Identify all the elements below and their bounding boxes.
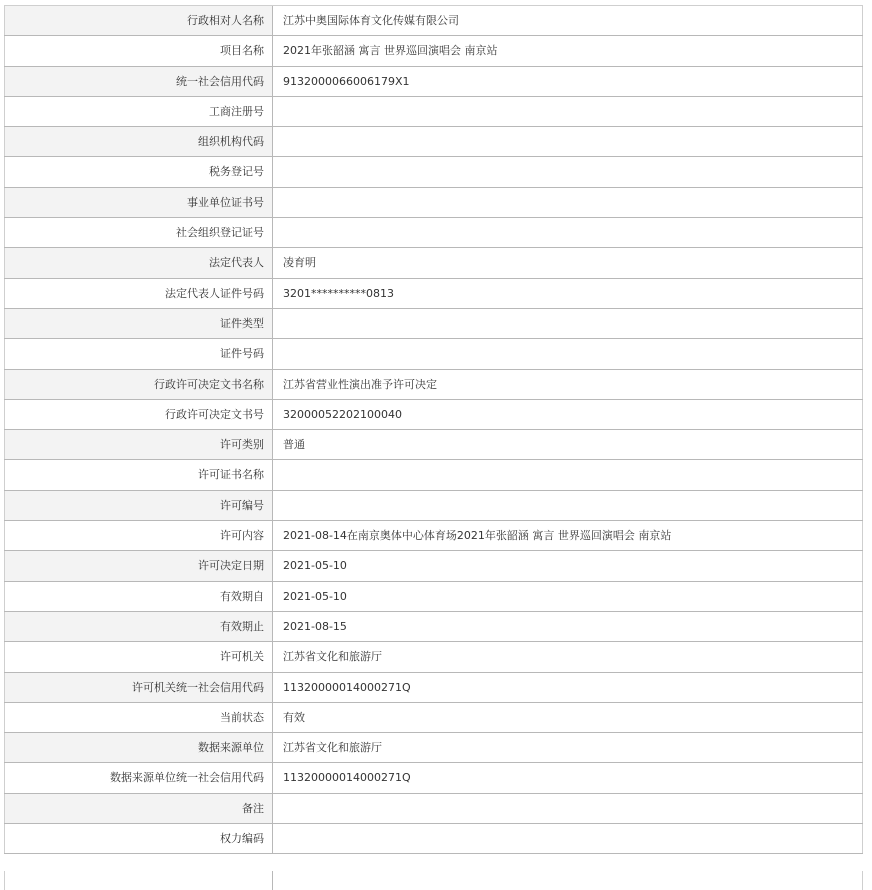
table-row [4, 6, 863, 36]
field-value [273, 491, 863, 520]
field-value [273, 97, 863, 126]
field-label: 许可机关 [4, 642, 273, 671]
field-value: 11320000014000271Q [273, 673, 863, 702]
table-row [4, 127, 863, 157]
table-row [4, 582, 863, 612]
continuation-value-cell [273, 871, 863, 890]
table-row [4, 370, 863, 400]
field-label: 行政许可决定文书名称 [4, 370, 273, 399]
field-label: 当前状态 [4, 703, 273, 732]
field-value [273, 127, 863, 156]
table-row [4, 36, 863, 66]
field-label: 权力编码 [4, 824, 273, 853]
field-value: 3201**********0813 [273, 279, 863, 308]
field-value: 2021-05-10 [273, 582, 863, 611]
field-label: 证件类型 [4, 309, 273, 338]
field-value: 有效 [273, 703, 863, 732]
table-row [4, 188, 863, 218]
field-value: 江苏省营业性演出准予许可决定 [273, 370, 863, 399]
field-label: 有效期止 [4, 612, 273, 641]
field-value [273, 794, 863, 823]
field-label: 法定代表人 [4, 248, 273, 277]
table-row [4, 430, 863, 460]
field-value: 2021-08-14在南京奥体中心体育场2021年张韶涵 寓言 世界巡回演唱会 南京站 [273, 521, 863, 550]
table-row [4, 248, 863, 278]
field-label: 行政相对人名称 [4, 6, 273, 35]
table-row [4, 67, 863, 97]
field-value: 江苏省文化和旅游厅 [273, 642, 863, 671]
table-row [4, 824, 863, 854]
field-label: 税务登记号 [4, 157, 273, 186]
field-label: 项目名称 [4, 36, 273, 65]
field-value: 9132000066006179X1 [273, 67, 863, 96]
field-label: 许可类别 [4, 430, 273, 459]
field-value: 江苏省文化和旅游厅 [273, 733, 863, 762]
field-label: 许可证书名称 [4, 460, 273, 489]
license-detail-table [4, 5, 863, 854]
field-value [273, 339, 863, 368]
field-label: 许可机关统一社会信用代码 [4, 673, 273, 702]
table-row [4, 551, 863, 581]
table-row [4, 97, 863, 127]
field-label: 工商注册号 [4, 97, 273, 126]
field-value [273, 157, 863, 186]
field-label: 统一社会信用代码 [4, 67, 273, 96]
table-row [4, 339, 863, 369]
field-label: 许可内容 [4, 521, 273, 550]
table-row [4, 218, 863, 248]
field-value [273, 309, 863, 338]
field-label: 法定代表人证件号码 [4, 279, 273, 308]
field-label: 数据来源单位统一社会信用代码 [4, 763, 273, 792]
table-row [4, 642, 863, 672]
continuation-label-cell [4, 871, 273, 890]
field-label: 有效期自 [4, 582, 273, 611]
table-row [4, 460, 863, 490]
field-label: 组织机构代码 [4, 127, 273, 156]
field-label: 许可编号 [4, 491, 273, 520]
table-continuation [4, 871, 863, 890]
table-row [4, 763, 863, 793]
table-row [4, 491, 863, 521]
field-value [273, 824, 863, 853]
field-value: 凌育明 [273, 248, 863, 277]
table-row [4, 309, 863, 339]
table-row [4, 733, 863, 763]
field-value: 2021-05-10 [273, 551, 863, 580]
table-row [4, 400, 863, 430]
field-value: 2021年张韶涵 寓言 世界巡回演唱会 南京站 [273, 36, 863, 65]
field-label: 社会组织登记证号 [4, 218, 273, 247]
field-value: 2021-08-15 [273, 612, 863, 641]
field-label: 备注 [4, 794, 273, 823]
field-value [273, 218, 863, 247]
table-row [4, 279, 863, 309]
field-value: 11320000014000271Q [273, 763, 863, 792]
field-value: 普通 [273, 430, 863, 459]
table-row [4, 673, 863, 703]
field-label: 证件号码 [4, 339, 273, 368]
field-value [273, 188, 863, 217]
table-row [4, 521, 863, 551]
field-label: 事业单位证书号 [4, 188, 273, 217]
field-value [273, 460, 863, 489]
field-label: 数据来源单位 [4, 733, 273, 762]
table-row [4, 703, 863, 733]
field-value: 江苏中奥国际体育文化传媒有限公司 [273, 6, 863, 35]
field-label: 行政许可决定文书号 [4, 400, 273, 429]
field-label: 许可决定日期 [4, 551, 273, 580]
table-row [4, 157, 863, 187]
field-value: 32000052202100040 [273, 400, 863, 429]
table-row [4, 612, 863, 642]
table-row [4, 794, 863, 824]
